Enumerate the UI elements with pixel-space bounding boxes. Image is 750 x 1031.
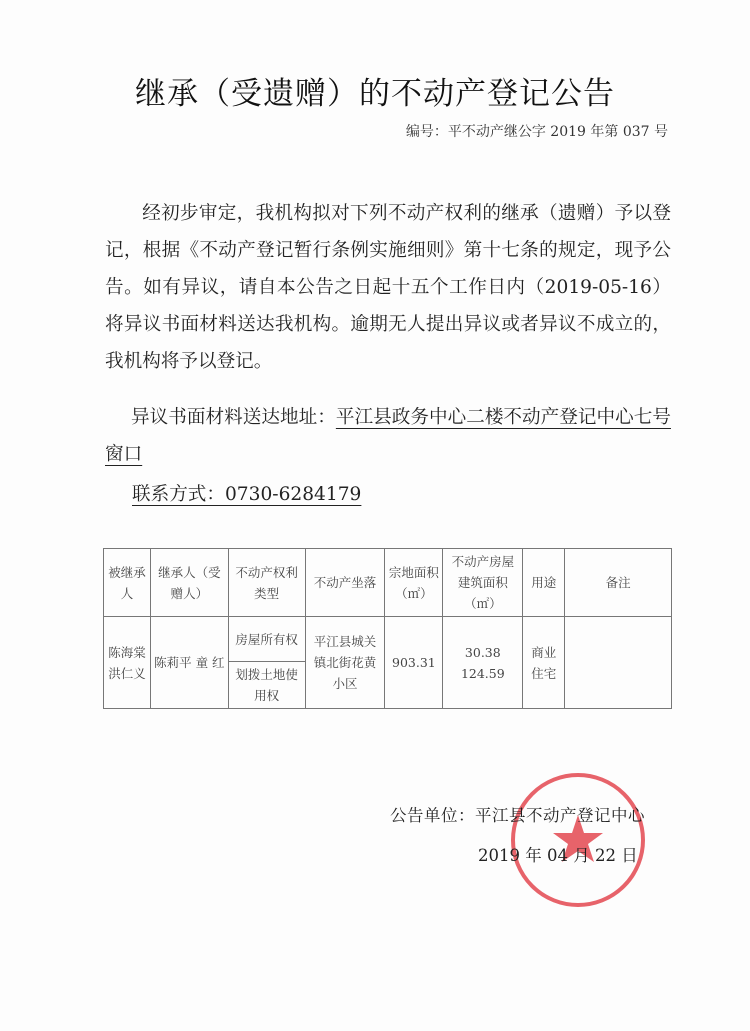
building-area-1: 30.38 xyxy=(464,644,501,660)
header-remark: 备注 xyxy=(565,549,672,617)
cell-remark xyxy=(565,617,672,709)
reference-number: 编号：平不动产继公字 2019 年第 037 号 xyxy=(405,124,668,140)
issuing-unit: 公告单位：平江县不动产登记中心 xyxy=(390,806,645,825)
cell-use: 商业住宅 xyxy=(523,617,565,709)
header-heir: 继承人（受赠人） xyxy=(150,549,228,617)
cell-building-area xyxy=(443,617,523,709)
notice-body: 经初步审定，我机构拟对下列不动产权利的继承（遗赠）予以登记，根据《不动产登记暂行条例实施细则》第十七条的规定，现予公告。如有异议，请自本公告之日起十五个工作日内（2019-05-16）将异议书面材料送达我机构。逾期无人提出异议或者异议不成立的，我机构将予以登记。 xyxy=(105,203,671,372)
cell-decedents: 陈海棠 洪仁义 xyxy=(104,617,151,709)
cell-location: 平江县城关镇北街花黄小区 xyxy=(305,617,385,709)
header-building-area: 不动产房屋建筑面积（㎡） xyxy=(443,549,523,617)
cell-right-type-1: 房屋所有权 xyxy=(228,617,305,662)
header-decedent: 被继承人 xyxy=(104,549,151,617)
header-land-area: 宗地面积（㎡） xyxy=(385,549,443,617)
address-label: 异议书面材料送达地址： xyxy=(131,407,336,428)
header-location: 不动产坐落 xyxy=(305,549,385,617)
page-title: 继承（受遗赠）的不动产登记公告 xyxy=(135,76,615,112)
header-use: 用途 xyxy=(523,549,565,617)
cell-right-type-2: 划拨土地使用权 xyxy=(228,662,305,709)
building-area-2: 124.59 xyxy=(460,665,505,681)
issue-date: 2019 年 04 月 22 日 xyxy=(478,846,638,865)
cell-heirs: 陈莉平 童 红 xyxy=(150,617,228,709)
property-table xyxy=(103,548,672,709)
header-right-type: 不动产权利类型 xyxy=(228,549,305,617)
objection-address xyxy=(105,399,671,473)
address-value: 平江县政务中心二楼不动产登记中心七号窗口 xyxy=(105,407,671,465)
official-seal xyxy=(508,770,648,910)
contact-info: 联系方式：0730-6284179 xyxy=(132,484,362,505)
cell-land-area: 903.31 xyxy=(385,617,443,709)
